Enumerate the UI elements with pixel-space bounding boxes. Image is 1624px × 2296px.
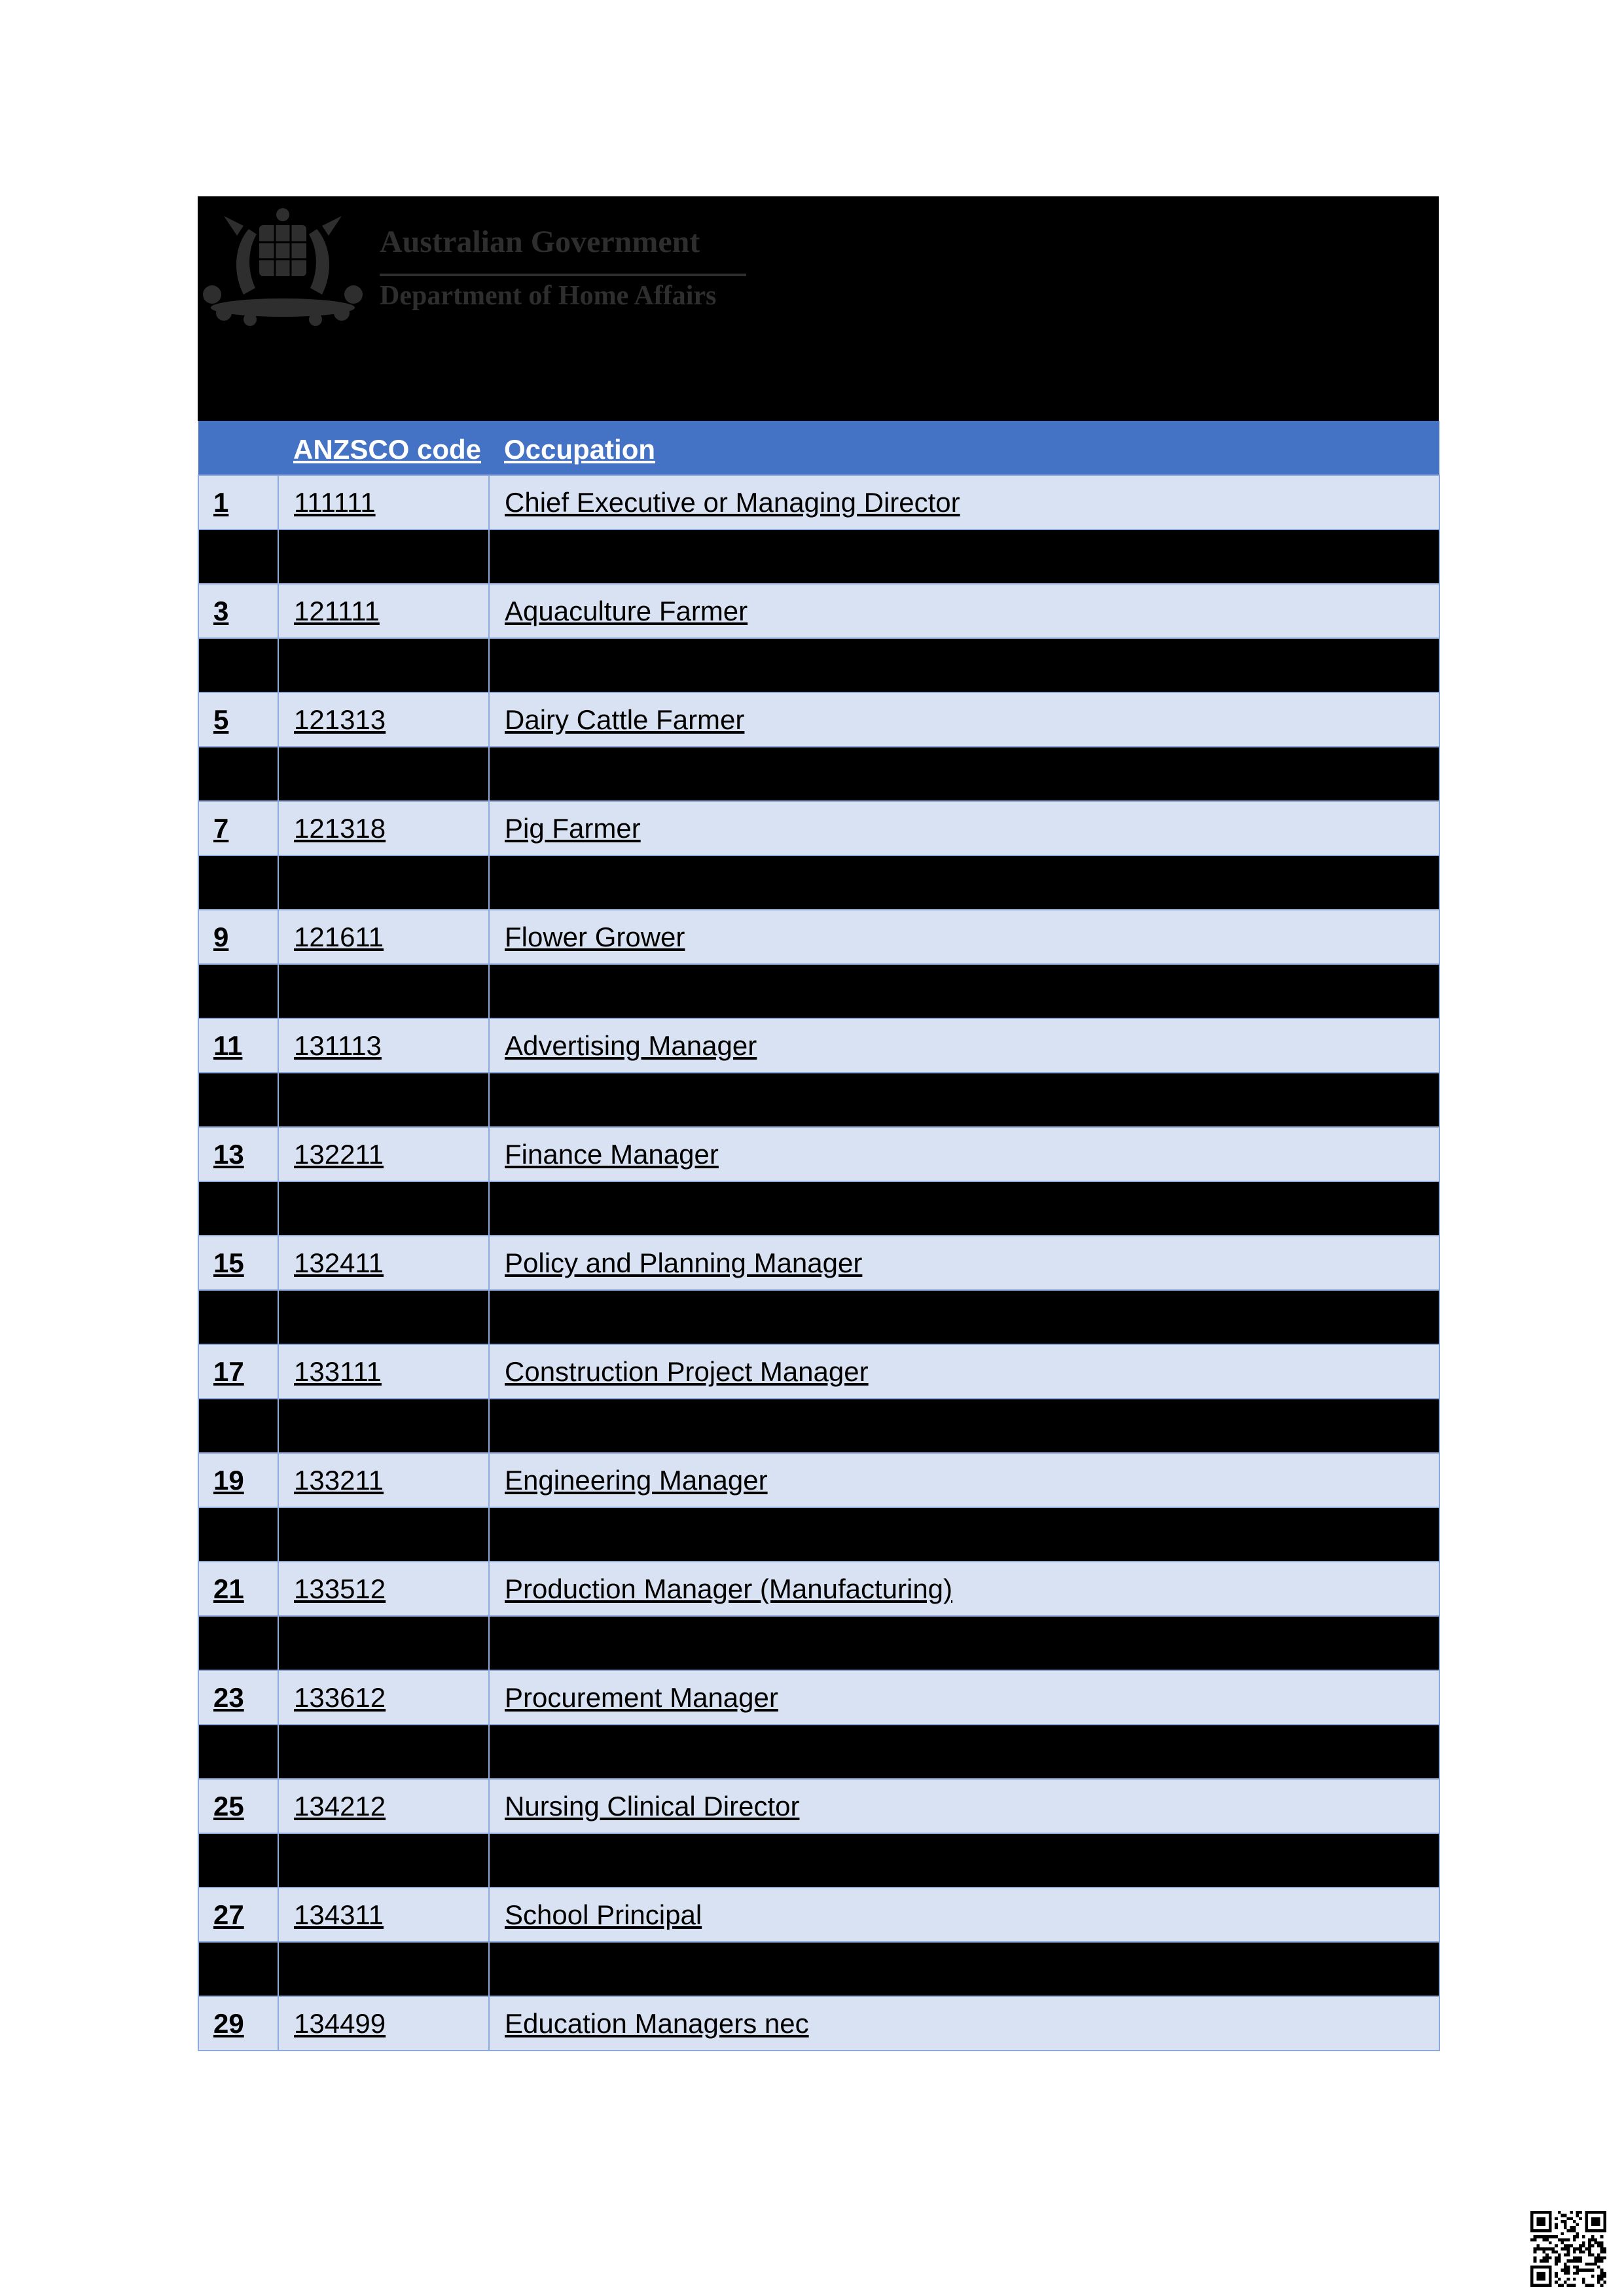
occupation-name: [489, 1181, 1439, 1236]
anzsco-code: [278, 1399, 489, 1453]
occupation-name: [489, 1399, 1439, 1453]
redacted-row: [198, 1399, 1439, 1453]
table-row: [198, 584, 1439, 638]
row-number: [198, 1399, 278, 1453]
row-number: 27: [198, 1888, 278, 1942]
row-number: 7: [198, 801, 278, 855]
table-row: [198, 1670, 1439, 1725]
redacted-row: [198, 1833, 1439, 1888]
row-number: 5: [198, 692, 278, 747]
department-name: Department of Home Affairs: [380, 281, 717, 311]
anzsco-code: 131113: [278, 1018, 489, 1073]
occupation-name: Advertising Manager: [489, 1018, 1439, 1073]
row-number: [198, 1507, 278, 1562]
header-occupation: Occupation: [504, 434, 656, 465]
anzsco-code: 121318: [278, 801, 489, 855]
occupation-name: [489, 1073, 1439, 1127]
redacted-row: [198, 1942, 1439, 1996]
anzsco-code: [278, 1181, 489, 1236]
occupation-name: [489, 1290, 1439, 1344]
anzsco-code: 133612: [278, 1670, 489, 1725]
occupation-name: Nursing Clinical Director: [489, 1779, 1439, 1833]
anzsco-code: 132411: [278, 1236, 489, 1290]
row-number: [198, 855, 278, 910]
table-row: [198, 1562, 1439, 1616]
occupation-table: [198, 421, 1440, 2051]
row-number: [198, 964, 278, 1018]
anzsco-code: [278, 1725, 489, 1779]
row-number: [198, 1942, 278, 1996]
table-row: [198, 1779, 1439, 1833]
row-number: [198, 1290, 278, 1344]
anzsco-code: [278, 855, 489, 910]
anzsco-code: 133512: [278, 1562, 489, 1616]
row-number: [198, 1833, 278, 1888]
occupation-name: [489, 964, 1439, 1018]
anzsco-code: [278, 1073, 489, 1127]
table-row: [198, 1236, 1439, 1290]
occupation-name: [489, 855, 1439, 910]
redacted-row: [198, 855, 1439, 910]
anzsco-code: 134212: [278, 1779, 489, 1833]
redacted-row: [198, 1290, 1439, 1344]
anzsco-code: 132211: [278, 1127, 489, 1181]
table-row: [198, 1018, 1439, 1073]
occupation-name: Chief Executive or Managing Director: [489, 475, 1439, 529]
row-number: [198, 1073, 278, 1127]
row-number: 25: [198, 1779, 278, 1833]
row-number: [198, 1616, 278, 1670]
row-number: 29: [198, 1996, 278, 2051]
occupation-name: [489, 1942, 1439, 1996]
row-number: [198, 747, 278, 801]
table-row: [198, 801, 1439, 855]
anzsco-code: [278, 747, 489, 801]
row-number: [198, 638, 278, 692]
row-number: 1: [198, 475, 278, 529]
row-number: 19: [198, 1453, 278, 1507]
table-body: [198, 475, 1439, 2051]
occupation-name: [489, 1725, 1439, 1779]
anzsco-code: 134311: [278, 1888, 489, 1942]
header-banner: [198, 196, 1439, 421]
anzsco-code: [278, 1833, 489, 1888]
occupation-name: [489, 747, 1439, 801]
redacted-row: [198, 529, 1439, 584]
occupation-name: School Principal: [489, 1888, 1439, 1942]
redacted-row: [198, 747, 1439, 801]
anzsco-code: 121313: [278, 692, 489, 747]
occupation-name: Aquaculture Farmer: [489, 584, 1439, 638]
row-number: 9: [198, 910, 278, 964]
government-name: Australian Government: [380, 224, 700, 259]
redacted-row: [198, 638, 1439, 692]
row-number: 15: [198, 1236, 278, 1290]
qr-code-icon: [1530, 2211, 1606, 2287]
redacted-row: [198, 1616, 1439, 1670]
row-number: 13: [198, 1127, 278, 1181]
occupation-name: Engineering Manager: [489, 1453, 1439, 1507]
header-anzsco-code: ANZSCO code: [293, 434, 482, 465]
table-row: [198, 910, 1439, 964]
table-row: [198, 692, 1439, 747]
header-divider: [380, 274, 746, 276]
row-number: [198, 1725, 278, 1779]
occupation-name: Dairy Cattle Farmer: [489, 692, 1439, 747]
occupation-name: [489, 1616, 1439, 1670]
occupation-name: Production Manager (Manufacturing): [489, 1562, 1439, 1616]
occupation-name: [489, 638, 1439, 692]
anzsco-code: [278, 964, 489, 1018]
occupation-name: [489, 1833, 1439, 1888]
anzsco-code: 133111: [278, 1344, 489, 1399]
redacted-row: [198, 1507, 1439, 1562]
occupation-name: Policy and Planning Manager: [489, 1236, 1439, 1290]
anzsco-code: [278, 638, 489, 692]
redacted-row: [198, 1725, 1439, 1779]
redacted-row: [198, 1181, 1439, 1236]
occupation-name: Procurement Manager: [489, 1670, 1439, 1725]
row-number: 3: [198, 584, 278, 638]
redacted-row: [198, 1073, 1439, 1127]
anzsco-code: 133211: [278, 1453, 489, 1507]
occupation-name: Flower Grower: [489, 910, 1439, 964]
row-number: 23: [198, 1670, 278, 1725]
table-row: [198, 1127, 1439, 1181]
occupation-name: [489, 529, 1439, 584]
table-row: [198, 1453, 1439, 1507]
row-number: [198, 1181, 278, 1236]
occupation-name: Finance Manager: [489, 1127, 1439, 1181]
coat-of-arms-icon: [198, 196, 368, 327]
anzsco-code: 121611: [278, 910, 489, 964]
occupation-name: [489, 1507, 1439, 1562]
row-number: 17: [198, 1344, 278, 1399]
row-number: 21: [198, 1562, 278, 1616]
occupation-name: Education Managers nec: [489, 1996, 1439, 2051]
table-row: [198, 1888, 1439, 1942]
table-row: [198, 1344, 1439, 1399]
table-row: [198, 475, 1439, 529]
table-header-row: [198, 421, 1439, 475]
anzsco-code: [278, 529, 489, 584]
anzsco-code: [278, 1942, 489, 1996]
row-number: [198, 529, 278, 584]
anzsco-code: 111111: [278, 475, 489, 529]
occupation-name: Construction Project Manager: [489, 1344, 1439, 1399]
anzsco-code: [278, 1290, 489, 1344]
anzsco-code: [278, 1616, 489, 1670]
anzsco-code: [278, 1507, 489, 1562]
header-number: [198, 421, 278, 475]
redacted-row: [198, 964, 1439, 1018]
table-row: [198, 1996, 1439, 2051]
row-number: 11: [198, 1018, 278, 1073]
occupation-name: Pig Farmer: [489, 801, 1439, 855]
anzsco-code: 121111: [278, 584, 489, 638]
anzsco-code: 134499: [278, 1996, 489, 2051]
